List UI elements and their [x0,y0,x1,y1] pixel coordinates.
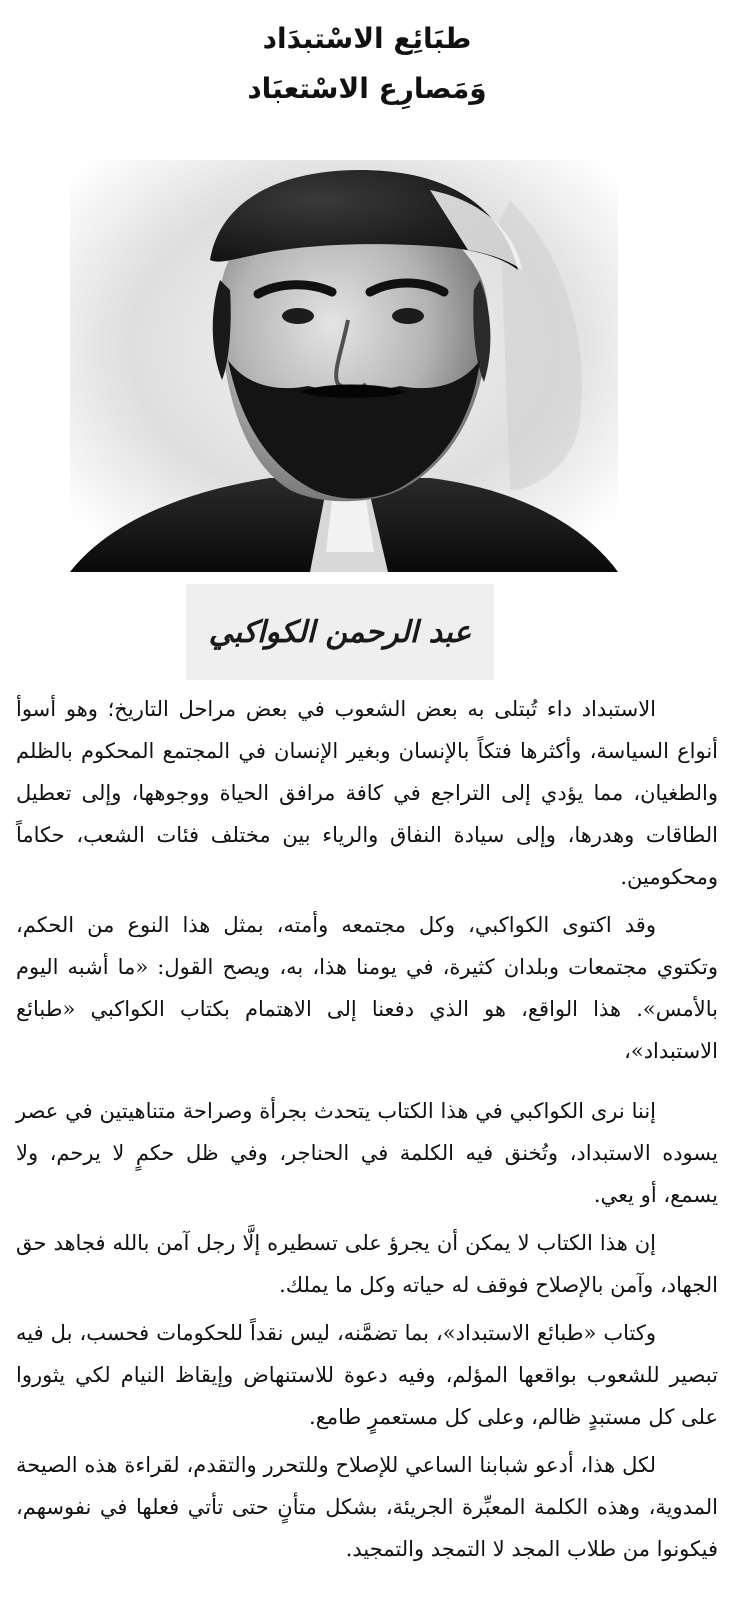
paragraph-1: الاستبداد داء تُبتلى به بعض الشعوب في بعض مراحل التاريخ؛ وهو أسوأ أنواع السياسة، وأكثرها فتكاً بالإنسان وبغير الإنسان في المجتمع المحكوم بالظلم والطغيان، مما يؤدي إلى التراجع في كافة مرافق الحياة ووجوهها، وإلى تعطيل الطاقات وهدرها، وإلى سيادة النفاق والرياء بين مختلف فئات الشعب، حكاماً ومحكومين. [16,697,718,889]
paragraph-5: وكتاب «طبائع الاستبداد»، بما تضمَّنه، ليس نقداً للحكومات فحسب، بل فيه تبصير للشعوب بواقعها المؤلم، وفيه دعوة للاستنهاض وإيقاظ النيام لكي يثوروا على كل مستبدٍ ظالم، وعلى كل مستعمرٍ طامع. [16,1321,718,1429]
author-signature-image [186,584,494,680]
author-signature-text: عبد الرحمن الكواكبي [208,614,472,650]
title-block [0,14,734,114]
paragraph-3: إننا نرى الكواكبي في هذا الكتاب يتحدث بجرأة وصراحة متناهيتين في عصر يسوده الاستبداد، وتُخنق فيه الكلمة في الحناجر، وفي ظل حكمٍ لا يرحم، ولا يسمع، أو يعي. [16,1099,718,1207]
paragraph-2: وقد اكتوى الكواكبي، وكل مجتمعه وأمته، بمثل هذا النوع من الحكم، وتكتوي مجتمعات وبلدان كثيرة، في يومنا هذا، به، ويصح القول: «ما أشبه اليوم بالأمس». هذا الواقع، هو الذي دفعنا إلى الاهتمام بكتاب الكواكبي «طبائع الاستبداد»، [16,913,718,1063]
title-line-1: طبَائِع الاسْتبدَاد [262,22,472,55]
author-portrait [70,160,618,572]
title-line-2: وَمَصارِع الاسْتعبَاد [247,72,487,105]
body-text [16,688,718,1570]
paragraph-4: إن هذا الكتاب لا يمكن أن يجرؤ على تسطيره إلَّا رجل آمن بالله فجاهد حق الجهاد، وآمن بالإصلاح فوقف له حياته وكل ما يملك. [16,1231,718,1297]
paragraph-6: لكل هذا، أدعو شبابنا الساعي للإصلاح وللتحرر والتقدم، لقراءة هذه الصيحة المدوية، وهذه الكلمة المعبِّرة الجريئة، بشكل متأنٍ حتى تأتي فعلها في نفوسهم، فيكونوا من طلاب المجد لا التمجد والتمجيد. [16,1453,718,1561]
